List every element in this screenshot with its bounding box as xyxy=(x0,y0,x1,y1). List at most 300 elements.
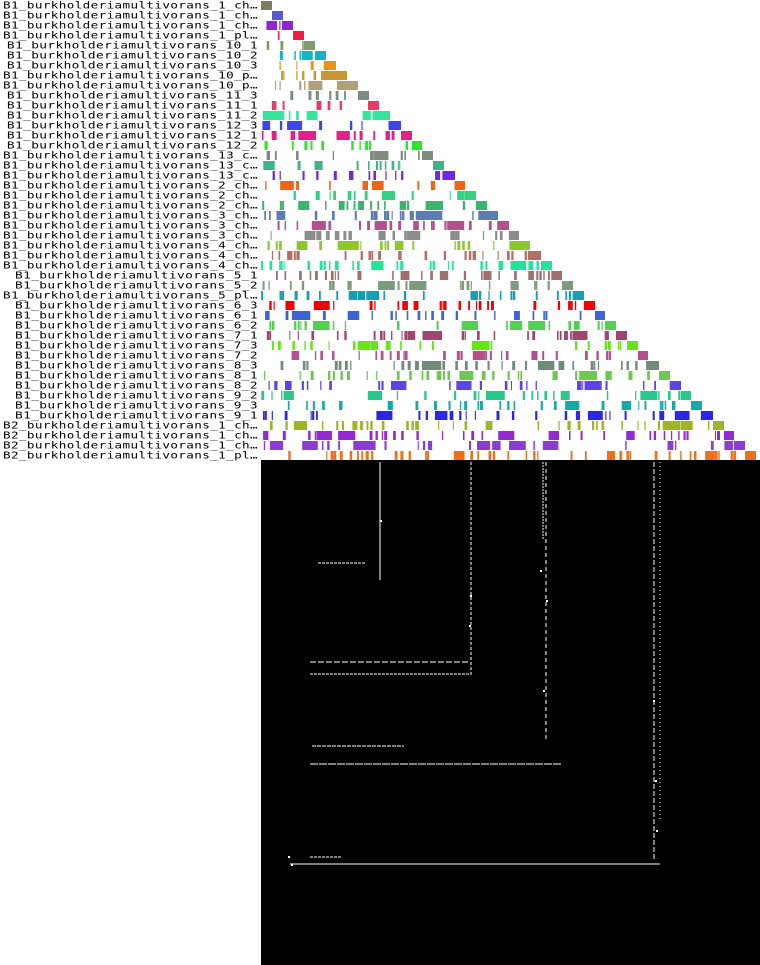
alignment-hit-mark xyxy=(619,451,622,460)
alignment-hit-mark xyxy=(375,221,386,230)
alignment-hit-mark xyxy=(537,391,539,400)
alignment-hit-mark xyxy=(388,401,391,410)
alignment-hit-mark xyxy=(514,401,516,410)
alignment-hit-mark xyxy=(473,251,476,260)
alignment-hit-mark xyxy=(407,201,409,210)
alignment-hit-mark xyxy=(495,231,497,240)
alignment-hit-mark xyxy=(442,171,445,180)
alignment-hit-mark xyxy=(684,431,686,440)
alignment-hit-mark xyxy=(404,291,406,300)
alignment-hit-mark xyxy=(354,201,356,210)
alignment-hit-mark xyxy=(345,251,347,260)
alignment-hit-mark xyxy=(442,431,443,440)
alignment-hit-mark xyxy=(526,381,527,390)
alignment-hit-mark xyxy=(605,381,606,390)
alignment-hit-mark xyxy=(266,141,268,150)
alignment-hit-mark xyxy=(272,341,274,350)
alignment-hit-mark xyxy=(283,431,285,440)
alignment-hit-mark xyxy=(306,201,309,210)
alignment-hit-mark xyxy=(417,421,419,430)
alignment-hit-mark xyxy=(446,271,448,280)
alignment-hit-mark xyxy=(311,141,313,150)
alignment-hit-mark xyxy=(302,381,304,390)
alignment-hit-mark xyxy=(420,341,422,350)
alignment-hit-mark xyxy=(292,351,300,360)
alignment-hit-mark xyxy=(442,361,445,370)
alignment-hit-mark xyxy=(705,451,715,460)
alignment-hit-mark xyxy=(539,361,554,370)
alignment-hit-mark xyxy=(505,381,508,390)
alignment-hit-mark xyxy=(358,201,364,210)
alignment-hit-mark xyxy=(541,401,543,410)
alignment-hit-mark xyxy=(327,441,329,450)
row-label: B1_burkholderiamultivorans_1_ch… xyxy=(3,0,258,12)
alignment-hit-mark xyxy=(559,361,561,370)
alignment-hit-mark xyxy=(520,371,522,380)
alignment-hit-mark xyxy=(469,221,472,230)
alignment-hit-mark xyxy=(591,371,593,380)
alignment-hit-mark xyxy=(340,401,343,410)
self-alignment-block xyxy=(595,311,605,320)
alignment-hit-mark xyxy=(653,411,655,420)
row-label: B1_burkholderiamultivorans_13_c… xyxy=(3,170,258,182)
alignment-hit-mark xyxy=(273,171,275,180)
alignment-hit-mark xyxy=(297,221,299,230)
alignment-hit-mark xyxy=(361,121,362,130)
row-label: B1_burkholderiamultivorans_6_1 xyxy=(15,310,258,322)
alignment-hit-mark xyxy=(316,231,318,240)
alignment-hit-mark xyxy=(462,371,473,380)
alignment-hit-mark xyxy=(367,371,368,380)
alignment-hit-mark xyxy=(400,251,401,260)
alignment-hit-mark xyxy=(319,121,322,130)
row-label: B1_burkholderiamultivorans_2_ch… xyxy=(3,200,258,212)
alignment-hit-mark xyxy=(684,411,687,420)
alignment-hit-mark xyxy=(585,451,587,460)
alignment-hit-mark xyxy=(465,421,467,430)
alignment-hit-mark xyxy=(378,381,380,390)
alignment-hit-mark xyxy=(275,101,277,110)
alignment-hit-mark xyxy=(576,411,578,420)
alignment-hit-mark xyxy=(488,361,490,370)
alignment-hit-mark xyxy=(272,411,273,420)
alignment-hit-mark xyxy=(523,441,524,450)
alignment-hit-mark xyxy=(487,301,489,310)
alignment-hit-mark xyxy=(560,331,562,340)
alignment-hit-mark xyxy=(460,281,462,290)
alignment-hit-mark xyxy=(452,261,454,270)
alignment-hit-mark xyxy=(596,421,598,430)
alignment-hit-mark xyxy=(500,291,502,300)
alignment-hit-mark xyxy=(311,411,312,420)
alignment-hit-mark xyxy=(464,271,466,280)
alignment-hit-mark xyxy=(477,331,480,340)
alignment-hit-mark xyxy=(365,191,368,200)
row-label: B1_burkholderiamultivorans_3_ch… xyxy=(3,220,258,232)
alignment-hit-mark xyxy=(261,391,264,400)
alignment-hit-mark xyxy=(486,391,503,400)
alignment-hit-mark xyxy=(500,231,503,240)
alignment-hit-mark xyxy=(382,421,385,430)
alignment-hit-mark xyxy=(570,301,572,310)
alignment-hit-mark xyxy=(427,411,428,420)
self-alignment-block xyxy=(509,231,519,240)
alignment-hit-mark xyxy=(401,431,404,440)
alignment-hit-mark xyxy=(609,411,610,420)
row-label: B1_burkholderiamultivorans_9_1 xyxy=(15,410,258,422)
alignment-hit-mark xyxy=(664,431,666,440)
alignment-hit-mark xyxy=(294,251,296,260)
alignment-hit-mark xyxy=(352,141,354,150)
alignment-hit-mark xyxy=(373,131,375,140)
alignment-hit-mark xyxy=(480,441,483,450)
alignment-hit-mark xyxy=(482,431,484,440)
row-label: B2_burkholderiamultivorans_1_pl… xyxy=(3,450,258,462)
alignment-hit-mark xyxy=(534,281,535,290)
alignment-hit-mark xyxy=(280,51,282,60)
alignment-hit-mark xyxy=(296,61,297,70)
alignment-hit-mark xyxy=(338,441,340,450)
dot-plot-panel xyxy=(261,460,760,965)
alignment-hit-mark xyxy=(669,421,672,430)
alignment-hit-mark xyxy=(441,331,443,340)
self-alignment-block xyxy=(702,411,713,420)
alignment-hit-mark xyxy=(403,351,404,360)
alignment-hit-mark xyxy=(449,401,451,410)
alignment-hit-mark xyxy=(379,231,386,240)
alignment-hit-mark xyxy=(400,201,402,210)
alignment-hit-mark xyxy=(626,451,629,460)
alignment-hit-mark xyxy=(480,261,482,270)
alignment-hit-mark xyxy=(715,431,716,440)
alignment-hit-mark xyxy=(348,191,349,200)
alignment-hit-mark xyxy=(498,271,500,280)
alignment-hit-mark xyxy=(342,201,344,210)
alignment-hit-mark xyxy=(533,301,536,310)
alignment-hit-mark xyxy=(493,241,494,250)
alignment-hit-mark xyxy=(520,381,523,390)
alignment-hit-mark xyxy=(430,261,432,270)
alignment-hit-mark xyxy=(300,51,302,60)
alignment-hit-mark xyxy=(368,101,369,110)
alignment-hit-mark xyxy=(672,401,674,410)
alignment-hit-mark xyxy=(621,361,623,370)
alignment-hit-mark xyxy=(434,401,437,410)
alignment-hit-mark xyxy=(320,381,321,390)
alignment-hit-mark xyxy=(473,351,478,360)
alignment-hit-mark xyxy=(402,301,408,310)
alignment-hit-mark xyxy=(418,411,420,420)
alignment-hit-mark xyxy=(370,341,378,350)
alignment-hit-mark xyxy=(416,361,419,370)
alignment-hit-mark xyxy=(270,261,273,270)
dot-hit xyxy=(380,520,382,522)
alignment-hit-mark xyxy=(296,181,298,190)
alignment-hit-mark xyxy=(413,221,419,230)
row-label: B1_burkholderiamultivorans_8_1 xyxy=(15,370,258,382)
alignment-hit-mark xyxy=(444,251,446,260)
alignment-hit-mark xyxy=(526,451,528,460)
alignment-hit-mark xyxy=(511,261,527,270)
alignment-hit-mark xyxy=(465,251,467,260)
alignment-hit-mark xyxy=(424,391,426,400)
alignment-hit-mark xyxy=(462,241,465,250)
alignment-hit-mark xyxy=(580,421,581,430)
alignment-hit-mark xyxy=(353,341,355,350)
alignment-hit-mark xyxy=(338,241,353,250)
alignment-hit-mark xyxy=(444,221,446,230)
alignment-hit-mark xyxy=(303,171,305,180)
alignment-hit-mark xyxy=(302,441,318,450)
alignment-hit-mark xyxy=(266,21,277,30)
dot-hit xyxy=(469,625,471,627)
alignment-hit-mark xyxy=(415,361,416,370)
alignment-hit-mark xyxy=(678,431,679,440)
self-alignment-block xyxy=(304,41,315,50)
alignment-hit-mark xyxy=(404,151,406,160)
alignment-hit-mark xyxy=(558,301,560,310)
alignment-hit-mark xyxy=(405,351,408,360)
alignment-hit-mark xyxy=(360,241,361,250)
alignment-hit-mark xyxy=(536,261,539,270)
row-label: B1_burkholderiamultivorans_7_1 xyxy=(15,330,258,342)
alignment-hit-mark xyxy=(395,311,397,320)
alignment-hit-mark xyxy=(433,261,435,270)
alignment-hit-mark xyxy=(290,281,292,290)
alignment-hit-mark xyxy=(575,301,576,310)
alignment-hit-mark xyxy=(460,401,461,410)
self-alignment-block xyxy=(444,171,455,180)
alignment-hit-mark xyxy=(302,51,313,60)
alignment-hit-mark xyxy=(635,391,636,400)
alignment-hit-mark xyxy=(455,241,456,250)
alignment-hit-mark xyxy=(531,391,533,400)
alignment-hit-mark xyxy=(292,311,304,320)
alignment-hit-mark xyxy=(596,351,598,360)
alignment-hit-mark xyxy=(548,271,550,280)
alignment-hit-mark xyxy=(536,381,537,390)
alignment-hit-mark xyxy=(438,421,439,430)
alignment-hit-mark xyxy=(444,301,447,310)
alignment-hit-mark xyxy=(340,101,343,110)
alignment-hit-mark xyxy=(272,131,274,140)
self-alignment-block xyxy=(315,51,326,60)
alignment-hit-mark xyxy=(331,271,334,280)
row-label: B1_burkholderiamultivorans_8_2 xyxy=(15,380,258,392)
alignment-hit-mark xyxy=(471,281,472,290)
alignment-hit-mark xyxy=(317,101,320,110)
row-label: B1_burkholderiamultivorans_3_ch… xyxy=(3,210,258,222)
alignment-hit-mark xyxy=(355,211,357,220)
alignment-hit-mark xyxy=(330,191,331,200)
alignment-hit-mark xyxy=(376,411,392,420)
alignment-hit-mark xyxy=(467,281,470,290)
alignment-hit-mark xyxy=(368,391,382,400)
alignment-hit-mark xyxy=(548,441,550,450)
alignment-hit-mark xyxy=(263,411,265,420)
alignment-hit-mark xyxy=(335,231,340,240)
alignment-hit-mark xyxy=(606,341,607,350)
alignment-hit-mark xyxy=(678,391,680,400)
alignment-hit-mark xyxy=(263,431,268,440)
alignment-hit-mark xyxy=(311,371,313,380)
self-alignment-block xyxy=(412,141,422,150)
alignment-hit-mark xyxy=(284,71,285,80)
alignment-hit-mark xyxy=(305,321,307,330)
alignment-hit-mark xyxy=(268,241,270,250)
alignment-hit-mark xyxy=(358,291,365,300)
alignment-hit-mark xyxy=(370,201,372,210)
alignment-hit-mark xyxy=(409,451,411,460)
alignment-hit-mark xyxy=(595,381,596,390)
alignment-hit-mark xyxy=(480,381,482,390)
alignment-hit-mark xyxy=(278,31,280,40)
dot-hit xyxy=(288,856,290,858)
alignment-hit-mark xyxy=(531,261,533,270)
alignment-hit-mark xyxy=(333,191,336,200)
alignment-hit-mark xyxy=(670,381,671,390)
alignment-hit-mark xyxy=(347,281,350,290)
alignment-hit-mark xyxy=(313,401,315,410)
alignment-hit-mark xyxy=(262,201,264,210)
alignment-hit-mark xyxy=(333,371,335,380)
row-label: B1_burkholderiamultivorans_10_p… xyxy=(3,70,258,82)
alignment-hit-mark xyxy=(545,441,547,450)
dot-hit xyxy=(470,595,472,597)
alignment-hit-mark xyxy=(694,451,696,460)
alignment-hit-mark xyxy=(339,361,342,370)
alignment-hit-mark xyxy=(279,251,281,260)
alignment-hit-mark xyxy=(425,251,428,260)
alignment-hit-mark xyxy=(319,291,321,300)
self-alignment-block xyxy=(681,391,691,400)
alignment-hit-mark xyxy=(280,171,281,180)
alignment-hit-mark xyxy=(289,111,291,120)
alignment-hit-mark xyxy=(385,161,387,170)
row-label: B1_burkholderiamultivorans_1_ch… xyxy=(3,10,258,22)
alignment-hit-mark xyxy=(322,441,324,450)
alignment-hit-mark xyxy=(508,371,510,380)
alignment-hit-mark xyxy=(387,131,390,140)
alignment-hit-mark xyxy=(592,421,594,430)
alignment-hit-mark xyxy=(477,451,479,460)
alignment-hit-mark xyxy=(333,301,334,310)
alignment-hit-mark xyxy=(701,411,703,420)
alignment-hit-mark xyxy=(401,271,402,280)
alignment-hit-mark xyxy=(284,261,285,270)
alignment-hit-mark xyxy=(360,421,363,430)
alignment-hit-mark xyxy=(372,311,373,320)
alignment-hit-mark xyxy=(369,171,371,180)
alignment-hit-mark xyxy=(378,281,395,290)
alignment-hit-mark xyxy=(296,111,299,120)
alignment-hit-mark xyxy=(361,451,363,460)
alignment-hit-mark xyxy=(605,411,606,420)
alignment-hit-mark xyxy=(311,441,313,450)
alignment-hit-mark xyxy=(383,151,385,160)
alignment-hit-mark xyxy=(371,261,383,270)
alignment-hit-mark xyxy=(366,141,368,150)
alignment-hit-mark xyxy=(528,251,531,260)
alignment-hit-mark xyxy=(335,271,336,280)
alignment-hit-mark xyxy=(269,301,271,310)
alignment-hit-mark xyxy=(263,161,274,170)
alignment-hit-mark xyxy=(658,391,659,400)
alignment-hit-mark xyxy=(494,311,495,320)
alignment-hit-mark xyxy=(650,431,652,440)
alignment-hit-mark xyxy=(328,231,330,240)
alignment-hit-mark xyxy=(348,311,360,320)
alignment-hit-mark xyxy=(536,271,538,280)
alignment-hit-mark xyxy=(404,231,407,240)
alignment-hit-mark xyxy=(285,421,287,430)
alignment-hit-mark xyxy=(281,261,283,270)
alignment-hit-mark xyxy=(479,301,482,310)
alignment-hit-mark xyxy=(561,391,570,400)
alignment-hit-mark xyxy=(315,161,323,170)
alignment-hit-mark xyxy=(349,191,352,200)
alignment-hit-mark xyxy=(439,371,442,380)
alignment-hit-mark xyxy=(717,431,720,440)
alignment-hit-mark xyxy=(307,381,309,390)
alignment-hit-mark xyxy=(370,431,373,440)
self-alignment-block xyxy=(605,321,616,330)
alignment-hit-mark xyxy=(318,191,320,200)
row-label: B1_burkholderiamultivorans_8_3 xyxy=(15,360,258,372)
row-label: B1_burkholderiamultivorans_13_c… xyxy=(3,150,258,162)
alignment-hit-mark xyxy=(285,271,287,280)
alignment-hit-mark xyxy=(392,271,394,280)
alignment-hit-mark xyxy=(357,161,359,170)
alignment-hit-mark xyxy=(391,331,392,340)
alignment-hit-mark xyxy=(261,291,263,300)
alignment-hit-mark xyxy=(282,21,284,30)
row-label: B1_burkholderiamultivorans_2_ch… xyxy=(3,180,258,192)
alignment-hit-mark xyxy=(345,321,346,330)
alignment-hit-mark xyxy=(518,311,520,320)
alignment-hit-mark xyxy=(475,361,478,370)
alignment-hit-mark xyxy=(578,411,580,420)
alignment-hit-mark xyxy=(315,431,317,440)
alignment-hit-mark xyxy=(469,381,470,390)
alignment-hit-mark xyxy=(412,191,414,200)
self-alignment-block xyxy=(616,331,627,340)
alignment-hit-mark xyxy=(427,201,443,210)
alignment-hit-mark xyxy=(606,381,607,390)
row-label: B1_burkholderiamultivorans_1_pl… xyxy=(3,30,258,42)
alignment-hit-mark xyxy=(494,331,496,340)
row-label: B1_burkholderiamultivorans_13_c… xyxy=(3,160,258,172)
alignment-hit-mark xyxy=(711,441,714,450)
alignment-hit-mark xyxy=(292,301,295,310)
alignment-hit-mark xyxy=(658,421,660,430)
alignment-hit-mark xyxy=(591,411,602,420)
alignment-hit-mark xyxy=(490,351,491,360)
alignment-hit-mark xyxy=(373,171,376,180)
alignment-hit-mark xyxy=(267,151,269,160)
alignment-hit-mark xyxy=(598,321,600,330)
alignment-hit-mark xyxy=(445,411,446,420)
alignment-hit-mark xyxy=(430,271,433,280)
alignment-hit-mark xyxy=(416,301,419,310)
alignment-hit-mark xyxy=(384,431,387,440)
alignment-hit-mark xyxy=(382,431,383,440)
alignment-hit-mark xyxy=(270,441,283,450)
self-alignment-block xyxy=(476,201,487,210)
alignment-hit-mark xyxy=(344,331,346,340)
self-alignment-block xyxy=(745,451,756,460)
alignment-hit-mark xyxy=(574,321,580,330)
